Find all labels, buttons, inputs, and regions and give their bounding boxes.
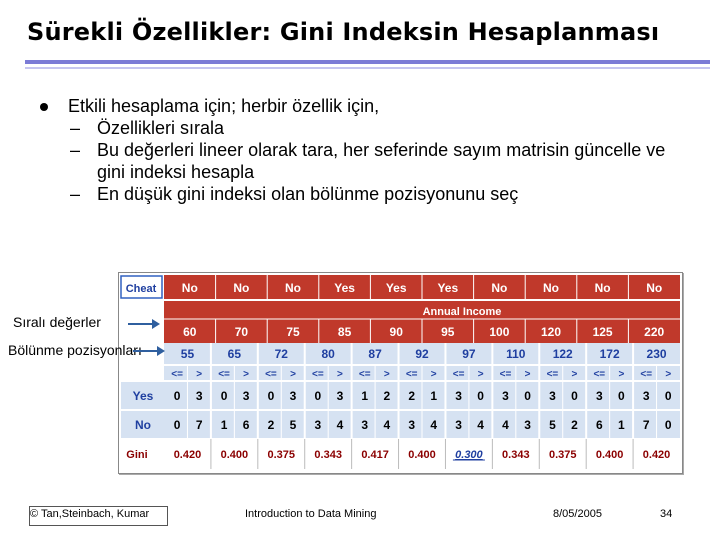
gini-value: 0.343 xyxy=(314,449,342,461)
slide-title: Sürekli Özellikler: Gini Indeksin Hesaplanması xyxy=(27,18,660,46)
footer-page-number: 34 xyxy=(660,508,673,520)
sorted-value: 90 xyxy=(389,325,403,339)
yes-count-le: 0 xyxy=(314,389,322,403)
gini-value: 0.375 xyxy=(548,449,577,461)
yes-count-le: 3 xyxy=(502,389,509,403)
op-gt: > xyxy=(430,369,437,380)
op-gt: > xyxy=(243,369,250,380)
gini-value: 0.400 xyxy=(595,449,624,461)
op-le: <= xyxy=(265,369,277,380)
cheat-label: Cheat xyxy=(125,283,157,295)
no-count-gt: 5 xyxy=(289,418,297,432)
split-position: 172 xyxy=(599,347,620,361)
op-le: <= xyxy=(452,369,465,380)
subbullet-item xyxy=(40,139,690,183)
cheat-value: No xyxy=(543,281,559,295)
yes-count-le: 0 xyxy=(267,389,275,403)
no-count-le: 1 xyxy=(220,418,228,432)
yes-count-le: 2 xyxy=(408,389,416,403)
bullet-list xyxy=(40,95,690,205)
yes-count-le: 1 xyxy=(361,389,369,403)
bullet-dot-icon xyxy=(40,103,48,111)
sorted-value: 120 xyxy=(540,325,562,339)
no-count-le: 5 xyxy=(549,418,556,432)
gini-label: Gini xyxy=(126,449,148,461)
yes-count-gt: 2 xyxy=(383,389,391,403)
sorted-value: 85 xyxy=(337,325,352,339)
no-count-gt: 3 xyxy=(524,418,531,432)
yes-count-gt: 3 xyxy=(242,389,250,403)
yes-count-gt: 1 xyxy=(430,389,438,403)
arrow-icon xyxy=(133,345,165,357)
subbullet-item xyxy=(40,117,690,139)
sorted-value: 125 xyxy=(592,325,613,339)
no-count-le: 6 xyxy=(595,418,603,432)
yes-count-gt: 0 xyxy=(571,389,578,403)
split-position: 55 xyxy=(180,347,195,361)
sorted-value: 220 xyxy=(644,325,665,339)
split-position: 110 xyxy=(506,347,526,361)
no-count-gt: 4 xyxy=(477,418,484,432)
no-count-gt: 7 xyxy=(195,418,203,432)
op-gt: > xyxy=(290,369,296,380)
yes-count-gt: 3 xyxy=(336,389,344,403)
gini-value: 0.343 xyxy=(502,449,530,461)
yes-count-gt: 3 xyxy=(289,389,297,403)
no-count-le: 7 xyxy=(642,418,650,432)
cheat-value: Yes xyxy=(334,281,355,295)
arrow-icon xyxy=(128,318,160,330)
split-position: 92 xyxy=(415,347,429,361)
op-gt: > xyxy=(196,369,203,380)
op-le: <= xyxy=(358,369,371,380)
subbullet-text: Bu değerleri lineer olarak tara, her seferinde sayım matrisin güncelle ve gini indeksi hesapla xyxy=(97,140,666,182)
no-count-le: 3 xyxy=(455,418,462,432)
yes-count-le: 3 xyxy=(595,389,603,403)
yes-count-le: 3 xyxy=(455,389,462,403)
sorted-values-label: Sıralı değerler xyxy=(13,314,101,330)
split-position: 72 xyxy=(274,347,288,361)
no-count-gt: 0 xyxy=(664,418,672,432)
cheat-value: No xyxy=(594,281,611,295)
gini-table-graphic xyxy=(119,273,682,473)
split-position: 65 xyxy=(227,347,242,361)
no-count-le: 3 xyxy=(408,418,416,432)
gini-value: 0.400 xyxy=(408,449,436,461)
yes-count-gt: 0 xyxy=(524,389,531,403)
split-positions-label: Bölünme pozisyonları xyxy=(8,342,142,358)
dash-icon: – xyxy=(70,184,81,204)
op-le: <= xyxy=(171,369,183,380)
op-gt: > xyxy=(336,369,343,380)
no-count-gt: 4 xyxy=(430,418,438,432)
yes-count-le: 3 xyxy=(549,389,556,403)
bullet-text: Etkili hesaplama için; herbir özellik için, xyxy=(68,96,380,116)
split-position: 80 xyxy=(321,347,335,361)
subbullet-text: En düşük gini indeksi olan bölünme pozisyonunu seç xyxy=(97,184,519,204)
op-le: <= xyxy=(312,369,324,380)
no-label: No xyxy=(135,418,151,432)
yes-count-gt: 0 xyxy=(664,389,672,403)
sorted-value: 75 xyxy=(286,325,300,339)
footer-date: 8/05/2005 xyxy=(553,508,602,520)
no-count-gt: 2 xyxy=(571,418,578,432)
op-le: <= xyxy=(593,369,606,380)
cheat-value: Yes xyxy=(437,281,459,295)
op-le: <= xyxy=(640,369,653,380)
bullet-item xyxy=(40,95,690,117)
op-gt: > xyxy=(571,369,578,380)
gini-value: 0.420 xyxy=(642,449,671,461)
sorted-value: 60 xyxy=(183,325,197,339)
footer-copyright: © Tan,Steinbach, Kumar xyxy=(30,508,150,520)
sorted-value: 100 xyxy=(489,325,510,339)
cheat-value: No xyxy=(181,281,198,295)
op-gt: > xyxy=(383,369,390,380)
yes-count-le: 3 xyxy=(642,389,650,403)
no-count-gt: 4 xyxy=(383,418,391,432)
gini-value: 0.375 xyxy=(267,449,296,461)
cheat-value: No xyxy=(646,281,663,295)
op-gt: > xyxy=(618,369,625,380)
op-gt: > xyxy=(524,369,531,380)
gini-value: 0.420 xyxy=(173,449,202,461)
no-count-le: 0 xyxy=(173,418,181,432)
yes-label: Yes xyxy=(132,389,154,403)
yes-count-gt: 0 xyxy=(477,389,484,403)
op-le: <= xyxy=(546,369,559,380)
sorted-value: 70 xyxy=(234,325,249,339)
no-count-gt: 6 xyxy=(242,418,250,432)
split-position: 122 xyxy=(552,347,573,361)
gini-value-best: 0.300 xyxy=(455,449,483,461)
dash-icon: – xyxy=(70,118,81,138)
op-gt: > xyxy=(477,369,484,380)
yes-count-le: 0 xyxy=(220,389,228,403)
op-gt: > xyxy=(665,369,672,380)
no-count-gt: 4 xyxy=(336,418,344,432)
no-count-gt: 1 xyxy=(618,418,625,432)
attribute-header: Annual Income xyxy=(422,306,502,318)
no-count-le: 2 xyxy=(267,418,275,432)
gini-value: 0.417 xyxy=(361,449,389,461)
split-position: 87 xyxy=(368,347,382,361)
gini-table xyxy=(118,272,683,474)
dash-icon: – xyxy=(70,140,81,160)
split-position: 97 xyxy=(462,347,476,361)
yes-count-gt: 3 xyxy=(195,389,203,403)
title-rule-light xyxy=(25,67,710,69)
op-le: <= xyxy=(218,369,230,380)
split-position: 230 xyxy=(646,347,667,361)
no-count-le: 4 xyxy=(502,418,509,432)
yes-count-le: 0 xyxy=(173,389,181,403)
yes-count-gt: 0 xyxy=(618,389,625,403)
cheat-value: No xyxy=(491,281,508,295)
cheat-value: No xyxy=(285,281,301,295)
sorted-value: 95 xyxy=(441,325,455,339)
title-rule xyxy=(25,60,710,64)
subbullet-item xyxy=(40,183,690,205)
cheat-value: Yes xyxy=(385,281,407,295)
footer-course: Introduction to Data Mining xyxy=(245,508,377,520)
subbullet-text: Özellikleri sırala xyxy=(97,118,225,138)
cheat-value: No xyxy=(233,281,250,295)
no-count-le: 3 xyxy=(314,418,322,432)
op-le: <= xyxy=(499,369,512,380)
gini-value: 0.400 xyxy=(220,449,249,461)
op-le: <= xyxy=(405,369,418,380)
no-count-le: 3 xyxy=(361,418,369,432)
